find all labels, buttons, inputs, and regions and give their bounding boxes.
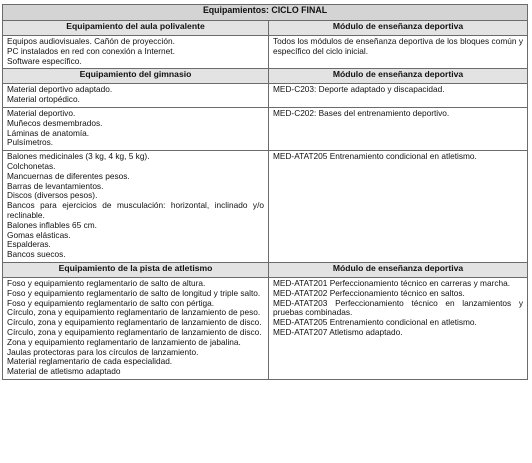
equipment-item: Foso y equipamiento reglamentario de salto de longitud y triple salto. (7, 287, 261, 298)
module-cell (269, 151, 528, 263)
module-item: MED-ATAT205 Entrenamiento condicional en atletismo. (273, 151, 477, 162)
equipment-item: Equipos audiovisuales. Cañón de proyección. (7, 36, 175, 46)
table-row (3, 151, 528, 263)
section-module-header: Módulo de enseñanza deportiva (269, 21, 528, 36)
equipment-cell (3, 84, 269, 108)
module-item: MED-ATAT207 Atletismo adaptado. (273, 326, 403, 337)
equipment-item: Jaulas protectoras para los círculos de lanzamiento. (7, 346, 199, 357)
equipment-item: Foso y equipamiento reglamentario de salto de altura. (7, 277, 206, 288)
equipment-item: Material ortopédico. (7, 94, 80, 105)
equipment-item: Discos (diversos pesos). (7, 190, 98, 201)
equipment-item: Foso y equipamiento reglamentario de salto con pértiga. (7, 297, 215, 308)
equipment-cell (3, 107, 269, 150)
section-equipment-header: Equipamiento de la pista de atletismo (3, 262, 269, 277)
equipment-item: Muñecos desmembrados. (7, 117, 103, 128)
table-row (3, 107, 528, 150)
equipment-item: Zona y equipamiento reglamentario de lanzamiento de jabalina. (7, 336, 241, 347)
equipment-item: Círculo, zona y equipamiento reglamentario de lanzamiento de peso. (7, 307, 261, 318)
section-equipment-header: Equipamiento del aula polivalente (3, 21, 269, 36)
section-module-header: Módulo de enseñanza deportiva (269, 262, 528, 277)
equipment-item: Material reglamentario de cada especialidad. (7, 356, 173, 367)
equipment-cell (3, 151, 269, 263)
section-equipment-header: Equipamiento del gimnasio (3, 69, 269, 84)
equipment-cell (3, 36, 269, 69)
equipment-item: Espalderas. (7, 239, 51, 250)
module-item: MED-ATAT205 Entrenamiento condicional en atletismo. (273, 317, 477, 328)
section-header-row (3, 69, 528, 84)
module-cell (269, 84, 528, 108)
table-row (3, 84, 528, 108)
table-row (3, 36, 528, 69)
equipment-item: Bancos suecos. (7, 249, 66, 260)
module-cell (269, 36, 528, 69)
module-item: MED-ATAT203 Perfeccionamiento técnico en lanzamientos y pruebas combinadas. (273, 297, 524, 318)
equipment-cell (3, 277, 269, 379)
equipment-item: Mancuernas de diferentes pesos. (7, 170, 130, 181)
equipment-item: Material deportivo adaptado. (7, 84, 113, 95)
section-header-row (3, 262, 528, 277)
section-header-row (3, 21, 528, 36)
module-item: Todos los módulos de enseñanza deportiva de los bloques común y específico del ciclo inicial. (273, 36, 524, 56)
equipment-item: Software específico. (7, 55, 82, 66)
equipment-item: Material deportivo. (7, 107, 76, 118)
equipment-table (2, 4, 528, 380)
equipment-item: Gomas elásticas. (7, 229, 71, 240)
equipment-item: Colchonetas. (7, 160, 56, 171)
module-item: MED-C202: Bases del entrenamiento deportivo. (273, 107, 450, 118)
table-title: Equipamientos: CICLO FINAL (3, 5, 528, 21)
module-cell (269, 277, 528, 379)
module-item: MED-C203: Deporte adaptado y discapacidad. (273, 84, 445, 95)
module-item: MED-ATAT201 Perfeccionamiento técnico en carreras y marcha. (273, 277, 511, 288)
equipment-item: Balones inflables 65 cm. (7, 219, 97, 230)
equipment-item: Material de atletismo adaptado (7, 366, 121, 377)
equipment-item: PC instalados en red con conexión a Internet. (7, 45, 175, 56)
equipment-item: Barras de levantamientos. (7, 180, 104, 191)
table-row (3, 277, 528, 379)
title-row (3, 5, 528, 21)
module-cell (269, 107, 528, 150)
module-item: MED-ATAT202 Perfeccionamiento técnico en saltos. (273, 287, 465, 298)
equipment-item: Láminas de anatomía. (7, 127, 90, 138)
equipment-item: Círculo, zona y equipamiento reglamentario de lanzamiento de disco. (7, 317, 262, 328)
equipment-item: Bancos para ejercicios de musculación: horizontal, inclinado y/o reclinable. (7, 200, 264, 220)
table-body (3, 5, 528, 380)
equipment-item: Pulsímetros. (7, 137, 54, 148)
equipment-item: Círculo, zona y equipamiento reglamentario de lanzamiento de disco. (7, 326, 262, 337)
equipment-item: Balones medicinales (3 kg, 4 kg, 5 kg). (7, 151, 150, 162)
section-module-header: Módulo de enseñanza deportiva (269, 69, 528, 84)
